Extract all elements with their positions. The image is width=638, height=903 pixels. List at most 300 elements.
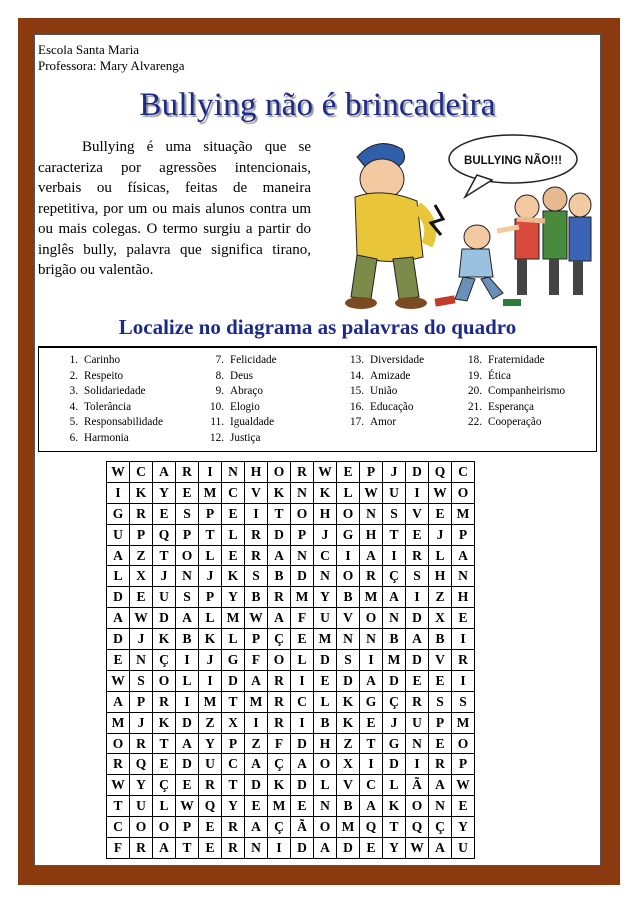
grid-cell[interactable]: Q xyxy=(153,524,176,545)
grid-cell[interactable]: I xyxy=(383,545,406,566)
grid-cell[interactable]: A xyxy=(429,775,452,796)
grid-cell[interactable]: W xyxy=(176,796,199,817)
grid-cell[interactable]: N xyxy=(429,796,452,817)
grid-cell[interactable]: P xyxy=(291,524,314,545)
grid-cell[interactable]: P xyxy=(176,817,199,838)
grid-cell[interactable]: I xyxy=(291,670,314,691)
grid-cell[interactable]: M xyxy=(383,650,406,671)
grid-cell[interactable]: Z xyxy=(337,733,360,754)
grid-cell[interactable]: P xyxy=(130,691,153,712)
grid-cell[interactable]: N xyxy=(314,796,337,817)
grid-cell[interactable]: U xyxy=(383,482,406,503)
grid-cell[interactable]: T xyxy=(360,733,383,754)
grid-cell[interactable]: A xyxy=(383,587,406,608)
grid-cell[interactable]: P xyxy=(452,524,475,545)
grid-cell[interactable]: U xyxy=(199,754,222,775)
grid-cell[interactable]: L xyxy=(314,775,337,796)
grid-cell[interactable]: O xyxy=(314,754,337,775)
grid-cell[interactable]: E xyxy=(429,670,452,691)
grid-cell[interactable]: C xyxy=(130,462,153,483)
grid-cell[interactable]: R xyxy=(268,712,291,733)
grid-cell[interactable]: R xyxy=(245,545,268,566)
grid-cell[interactable]: B xyxy=(337,587,360,608)
grid-cell[interactable]: F xyxy=(245,650,268,671)
grid-cell[interactable]: Y xyxy=(222,587,245,608)
grid-cell[interactable]: B xyxy=(176,629,199,650)
grid-cell[interactable]: S xyxy=(130,670,153,691)
grid-cell[interactable]: D xyxy=(107,587,130,608)
grid-cell[interactable]: J xyxy=(130,629,153,650)
grid-cell[interactable]: M xyxy=(107,712,130,733)
grid-cell[interactable]: A xyxy=(291,754,314,775)
grid-cell[interactable]: K xyxy=(153,712,176,733)
grid-cell[interactable]: H xyxy=(429,566,452,587)
grid-cell[interactable]: I xyxy=(406,587,429,608)
grid-cell[interactable]: H xyxy=(314,503,337,524)
grid-cell[interactable]: D xyxy=(406,462,429,483)
grid-cell[interactable]: A xyxy=(107,545,130,566)
grid-cell[interactable]: D xyxy=(268,524,291,545)
grid-cell[interactable]: Ç xyxy=(268,629,291,650)
grid-cell[interactable]: R xyxy=(268,670,291,691)
grid-cell[interactable]: D xyxy=(383,754,406,775)
grid-cell[interactable]: Y xyxy=(153,482,176,503)
grid-cell[interactable]: E xyxy=(314,670,337,691)
grid-cell[interactable]: T xyxy=(153,545,176,566)
grid-cell[interactable]: E xyxy=(222,503,245,524)
grid-cell[interactable]: Z xyxy=(199,712,222,733)
grid-cell[interactable]: G xyxy=(360,691,383,712)
grid-cell[interactable]: M xyxy=(222,608,245,629)
grid-cell[interactable]: D xyxy=(291,838,314,859)
grid-cell[interactable]: H xyxy=(245,462,268,483)
grid-cell[interactable]: D xyxy=(222,670,245,691)
grid-cell[interactable]: R xyxy=(130,838,153,859)
grid-cell[interactable]: N xyxy=(291,482,314,503)
grid-cell[interactable]: E xyxy=(291,629,314,650)
grid-cell[interactable]: D xyxy=(383,670,406,691)
grid-cell[interactable]: D xyxy=(337,838,360,859)
grid-cell[interactable]: Y xyxy=(199,733,222,754)
grid-cell[interactable]: W xyxy=(107,670,130,691)
grid-cell[interactable]: D xyxy=(337,670,360,691)
grid-cell[interactable]: N xyxy=(291,545,314,566)
grid-cell[interactable]: Y xyxy=(222,796,245,817)
grid-cell[interactable]: H xyxy=(360,524,383,545)
grid-cell[interactable]: O xyxy=(452,482,475,503)
grid-cell[interactable]: Q xyxy=(406,817,429,838)
grid-cell[interactable]: R xyxy=(130,503,153,524)
grid-cell[interactable]: I xyxy=(406,754,429,775)
grid-cell[interactable]: S xyxy=(176,587,199,608)
grid-cell[interactable]: I xyxy=(245,712,268,733)
grid-cell[interactable]: Ç xyxy=(153,650,176,671)
grid-cell[interactable]: E xyxy=(452,608,475,629)
grid-cell[interactable]: D xyxy=(176,754,199,775)
grid-cell[interactable]: Y xyxy=(452,817,475,838)
grid-cell[interactable]: S xyxy=(245,566,268,587)
grid-cell[interactable]: E xyxy=(406,670,429,691)
grid-cell[interactable]: M xyxy=(452,503,475,524)
grid-cell[interactable]: Ç xyxy=(268,817,291,838)
grid-cell[interactable]: R xyxy=(452,650,475,671)
grid-cell[interactable]: P xyxy=(130,524,153,545)
grid-cell[interactable]: U xyxy=(153,587,176,608)
grid-cell[interactable]: E xyxy=(360,838,383,859)
grid-cell[interactable]: W xyxy=(245,608,268,629)
grid-cell[interactable]: R xyxy=(199,775,222,796)
grid-cell[interactable]: R xyxy=(268,691,291,712)
grid-cell[interactable]: E xyxy=(360,712,383,733)
grid-cell[interactable]: A xyxy=(268,545,291,566)
grid-cell[interactable]: V xyxy=(337,775,360,796)
grid-cell[interactable]: M xyxy=(199,691,222,712)
grid-cell[interactable]: N xyxy=(383,608,406,629)
grid-cell[interactable]: C xyxy=(222,754,245,775)
grid-cell[interactable]: E xyxy=(222,545,245,566)
grid-cell[interactable]: D xyxy=(291,733,314,754)
grid-cell[interactable]: U xyxy=(452,838,475,859)
grid-cell[interactable]: E xyxy=(452,796,475,817)
grid-cell[interactable]: A xyxy=(314,838,337,859)
grid-cell[interactable]: I xyxy=(199,462,222,483)
grid-cell[interactable]: F xyxy=(107,838,130,859)
grid-cell[interactable]: T xyxy=(107,796,130,817)
grid-cell[interactable]: O xyxy=(153,817,176,838)
grid-cell[interactable]: A xyxy=(107,608,130,629)
grid-cell[interactable]: Ç xyxy=(429,817,452,838)
grid-cell[interactable]: Ç xyxy=(383,566,406,587)
grid-cell[interactable]: A xyxy=(245,754,268,775)
grid-cell[interactable]: E xyxy=(199,838,222,859)
grid-cell[interactable]: R xyxy=(291,462,314,483)
grid-cell[interactable]: G xyxy=(383,733,406,754)
grid-cell[interactable]: U xyxy=(130,796,153,817)
grid-cell[interactable]: B xyxy=(383,629,406,650)
grid-cell[interactable]: M xyxy=(452,712,475,733)
grid-cell[interactable]: T xyxy=(222,775,245,796)
grid-cell[interactable]: N xyxy=(406,733,429,754)
grid-cell[interactable]: Ã xyxy=(291,817,314,838)
grid-cell[interactable]: O xyxy=(452,733,475,754)
grid-cell[interactable]: P xyxy=(360,462,383,483)
grid-cell[interactable]: L xyxy=(222,524,245,545)
grid-cell[interactable]: S xyxy=(406,566,429,587)
grid-cell[interactable]: L xyxy=(314,691,337,712)
grid-cell[interactable]: S xyxy=(337,650,360,671)
grid-cell[interactable]: U xyxy=(406,712,429,733)
grid-cell[interactable]: I xyxy=(245,503,268,524)
grid-cell[interactable]: I xyxy=(360,754,383,775)
grid-cell[interactable]: Q xyxy=(360,817,383,838)
grid-cell[interactable]: A xyxy=(268,608,291,629)
grid-cell[interactable]: E xyxy=(107,650,130,671)
grid-cell[interactable]: V xyxy=(429,650,452,671)
grid-cell[interactable]: A xyxy=(429,838,452,859)
grid-cell[interactable]: Z xyxy=(245,733,268,754)
grid-cell[interactable]: C xyxy=(360,775,383,796)
grid-cell[interactable]: I xyxy=(452,629,475,650)
grid-cell[interactable]: I xyxy=(176,691,199,712)
grid-cell[interactable]: W xyxy=(406,838,429,859)
grid-cell[interactable]: N xyxy=(222,462,245,483)
grid-cell[interactable]: E xyxy=(153,754,176,775)
grid-cell[interactable]: X xyxy=(337,754,360,775)
grid-cell[interactable]: K xyxy=(314,482,337,503)
grid-cell[interactable]: E xyxy=(291,796,314,817)
grid-cell[interactable]: O xyxy=(268,462,291,483)
grid-cell[interactable]: R xyxy=(406,691,429,712)
grid-cell[interactable]: A xyxy=(360,796,383,817)
grid-cell[interactable]: E xyxy=(429,733,452,754)
grid-cell[interactable]: E xyxy=(176,482,199,503)
grid-cell[interactable]: P xyxy=(199,587,222,608)
grid-cell[interactable]: B xyxy=(245,587,268,608)
grid-cell[interactable]: C xyxy=(107,817,130,838)
grid-cell[interactable]: O xyxy=(337,566,360,587)
grid-cell[interactable]: M xyxy=(245,691,268,712)
grid-cell[interactable]: R xyxy=(360,566,383,587)
grid-cell[interactable]: O xyxy=(176,545,199,566)
grid-cell[interactable]: T xyxy=(222,691,245,712)
grid-cell[interactable]: T xyxy=(383,817,406,838)
grid-cell[interactable]: R xyxy=(176,462,199,483)
grid-cell[interactable]: E xyxy=(245,796,268,817)
grid-cell[interactable]: L xyxy=(107,566,130,587)
grid-cell[interactable]: R xyxy=(222,838,245,859)
grid-cell[interactable]: J xyxy=(314,524,337,545)
grid-cell[interactable]: K xyxy=(337,691,360,712)
grid-cell[interactable]: O xyxy=(130,817,153,838)
grid-cell[interactable]: R xyxy=(429,754,452,775)
grid-cell[interactable]: V xyxy=(406,503,429,524)
grid-cell[interactable]: W xyxy=(314,462,337,483)
grid-cell[interactable]: Y xyxy=(314,587,337,608)
grid-cell[interactable]: L xyxy=(199,545,222,566)
grid-cell[interactable]: W xyxy=(130,608,153,629)
grid-cell[interactable]: L xyxy=(429,545,452,566)
grid-cell[interactable]: S xyxy=(429,691,452,712)
grid-cell[interactable]: N xyxy=(314,566,337,587)
grid-cell[interactable]: A xyxy=(452,545,475,566)
grid-cell[interactable]: A xyxy=(176,733,199,754)
grid-cell[interactable]: L xyxy=(222,629,245,650)
grid-cell[interactable]: C xyxy=(452,462,475,483)
grid-cell[interactable]: B xyxy=(337,796,360,817)
grid-cell[interactable]: A xyxy=(360,670,383,691)
grid-cell[interactable]: O xyxy=(268,650,291,671)
grid-cell[interactable]: J xyxy=(153,566,176,587)
grid-cell[interactable]: H xyxy=(452,587,475,608)
grid-cell[interactable]: K xyxy=(268,775,291,796)
grid-cell[interactable]: R xyxy=(107,754,130,775)
grid-cell[interactable]: K xyxy=(130,482,153,503)
grid-cell[interactable]: T xyxy=(199,524,222,545)
grid-cell[interactable]: K xyxy=(222,566,245,587)
grid-cell[interactable]: H xyxy=(314,733,337,754)
grid-cell[interactable]: I xyxy=(176,650,199,671)
grid-cell[interactable]: T xyxy=(176,838,199,859)
grid-cell[interactable]: D xyxy=(245,775,268,796)
grid-cell[interactable]: V xyxy=(337,608,360,629)
grid-cell[interactable]: N xyxy=(245,838,268,859)
grid-cell[interactable]: O xyxy=(314,817,337,838)
grid-cell[interactable]: K xyxy=(383,796,406,817)
grid-cell[interactable]: R xyxy=(245,524,268,545)
grid-cell[interactable]: D xyxy=(406,608,429,629)
grid-cell[interactable]: U xyxy=(107,524,130,545)
grid-cell[interactable]: W xyxy=(429,482,452,503)
grid-cell[interactable]: K xyxy=(268,482,291,503)
grid-cell[interactable]: J xyxy=(383,462,406,483)
grid-cell[interactable]: K xyxy=(153,629,176,650)
grid-cell[interactable]: Ç xyxy=(153,775,176,796)
grid-cell[interactable]: R xyxy=(153,691,176,712)
grid-cell[interactable]: L xyxy=(153,796,176,817)
grid-cell[interactable]: M xyxy=(360,587,383,608)
grid-cell[interactable]: P xyxy=(245,629,268,650)
grid-cell[interactable]: A xyxy=(245,817,268,838)
grid-cell[interactable]: D xyxy=(153,608,176,629)
grid-cell[interactable]: M xyxy=(199,482,222,503)
grid-cell[interactable]: M xyxy=(291,587,314,608)
grid-cell[interactable]: S xyxy=(176,503,199,524)
grid-cell[interactable]: J xyxy=(130,712,153,733)
grid-cell[interactable]: E xyxy=(337,462,360,483)
grid-cell[interactable]: G xyxy=(222,650,245,671)
grid-cell[interactable]: F xyxy=(268,733,291,754)
grid-cell[interactable]: K xyxy=(199,629,222,650)
grid-cell[interactable]: S xyxy=(452,691,475,712)
grid-cell[interactable]: M xyxy=(268,796,291,817)
grid-cell[interactable]: A xyxy=(107,691,130,712)
grid-cell[interactable]: I xyxy=(406,482,429,503)
grid-cell[interactable]: L xyxy=(176,670,199,691)
grid-cell[interactable]: W xyxy=(452,775,475,796)
grid-cell[interactable]: P xyxy=(429,712,452,733)
grid-cell[interactable]: I xyxy=(360,650,383,671)
grid-cell[interactable]: X xyxy=(222,712,245,733)
grid-cell[interactable]: I xyxy=(199,670,222,691)
grid-cell[interactable]: M xyxy=(337,817,360,838)
grid-cell[interactable]: E xyxy=(429,503,452,524)
grid-cell[interactable]: J xyxy=(383,712,406,733)
grid-cell[interactable]: Ç xyxy=(268,754,291,775)
grid-cell[interactable]: O xyxy=(360,608,383,629)
grid-cell[interactable]: Z xyxy=(130,545,153,566)
grid-cell[interactable]: I xyxy=(268,838,291,859)
grid-cell[interactable]: T xyxy=(383,524,406,545)
grid-cell[interactable]: X xyxy=(130,566,153,587)
grid-cell[interactable]: T xyxy=(268,503,291,524)
grid-cell[interactable]: J xyxy=(199,566,222,587)
grid-cell[interactable]: N xyxy=(130,650,153,671)
grid-cell[interactable]: R xyxy=(222,817,245,838)
grid-cell[interactable]: C xyxy=(222,482,245,503)
grid-cell[interactable]: O xyxy=(107,733,130,754)
grid-cell[interactable]: Ã xyxy=(406,775,429,796)
grid-cell[interactable]: I xyxy=(452,670,475,691)
grid-cell[interactable]: I xyxy=(337,545,360,566)
grid-cell[interactable]: A xyxy=(153,462,176,483)
grid-cell[interactable]: F xyxy=(291,608,314,629)
grid-cell[interactable]: D xyxy=(107,629,130,650)
grid-cell[interactable]: X xyxy=(429,608,452,629)
grid-cell[interactable]: P xyxy=(452,754,475,775)
grid-cell[interactable]: E xyxy=(130,587,153,608)
grid-cell[interactable]: A xyxy=(406,629,429,650)
grid-cell[interactable]: O xyxy=(291,503,314,524)
grid-cell[interactable]: B xyxy=(314,712,337,733)
grid-cell[interactable]: Y xyxy=(383,838,406,859)
grid-cell[interactable]: L xyxy=(291,650,314,671)
grid-cell[interactable]: V xyxy=(245,482,268,503)
grid-cell[interactable]: I xyxy=(291,712,314,733)
grid-cell[interactable]: P xyxy=(199,503,222,524)
grid-cell[interactable]: I xyxy=(107,482,130,503)
grid-cell[interactable]: A xyxy=(176,608,199,629)
grid-cell[interactable]: N xyxy=(337,629,360,650)
grid-cell[interactable]: Ç xyxy=(383,691,406,712)
grid-cell[interactable]: U xyxy=(314,608,337,629)
grid-cell[interactable]: R xyxy=(268,587,291,608)
grid-cell[interactable]: A xyxy=(153,838,176,859)
grid-cell[interactable]: E xyxy=(406,524,429,545)
grid-cell[interactable]: D xyxy=(291,566,314,587)
grid-cell[interactable]: Q xyxy=(199,796,222,817)
grid-cell[interactable]: P xyxy=(176,524,199,545)
grid-cell[interactable]: G xyxy=(107,503,130,524)
grid-cell[interactable]: E xyxy=(199,817,222,838)
grid-cell[interactable]: T xyxy=(153,733,176,754)
grid-cell[interactable]: S xyxy=(383,503,406,524)
grid-cell[interactable]: Q xyxy=(130,754,153,775)
grid-cell[interactable]: B xyxy=(268,566,291,587)
grid-cell[interactable]: A xyxy=(245,670,268,691)
grid-cell[interactable]: G xyxy=(337,524,360,545)
grid-cell[interactable]: J xyxy=(429,524,452,545)
grid-cell[interactable]: R xyxy=(130,733,153,754)
grid-cell[interactable]: L xyxy=(337,482,360,503)
grid-cell[interactable]: W xyxy=(107,462,130,483)
grid-cell[interactable]: N xyxy=(360,503,383,524)
grid-cell[interactable]: O xyxy=(337,503,360,524)
grid-cell[interactable]: C xyxy=(314,545,337,566)
grid-cell[interactable]: O xyxy=(406,796,429,817)
grid-cell[interactable]: Q xyxy=(429,462,452,483)
grid-cell[interactable]: Y xyxy=(130,775,153,796)
grid-cell[interactable]: W xyxy=(107,775,130,796)
grid-cell[interactable]: K xyxy=(337,712,360,733)
grid-cell[interactable]: N xyxy=(360,629,383,650)
grid-cell[interactable]: N xyxy=(176,566,199,587)
grid-cell[interactable]: N xyxy=(452,566,475,587)
grid-cell[interactable]: A xyxy=(360,545,383,566)
grid-cell[interactable]: E xyxy=(153,503,176,524)
grid-cell[interactable]: D xyxy=(291,775,314,796)
grid-cell[interactable]: C xyxy=(291,691,314,712)
grid-cell[interactable]: P xyxy=(222,733,245,754)
grid-cell[interactable]: R xyxy=(406,545,429,566)
grid-cell[interactable]: L xyxy=(383,775,406,796)
grid-cell[interactable]: J xyxy=(199,650,222,671)
grid-cell[interactable]: D xyxy=(314,650,337,671)
grid-cell[interactable]: O xyxy=(153,670,176,691)
grid-cell[interactable]: B xyxy=(429,629,452,650)
grid-cell[interactable]: E xyxy=(176,775,199,796)
grid-cell[interactable]: Z xyxy=(429,587,452,608)
grid-cell[interactable]: D xyxy=(176,712,199,733)
